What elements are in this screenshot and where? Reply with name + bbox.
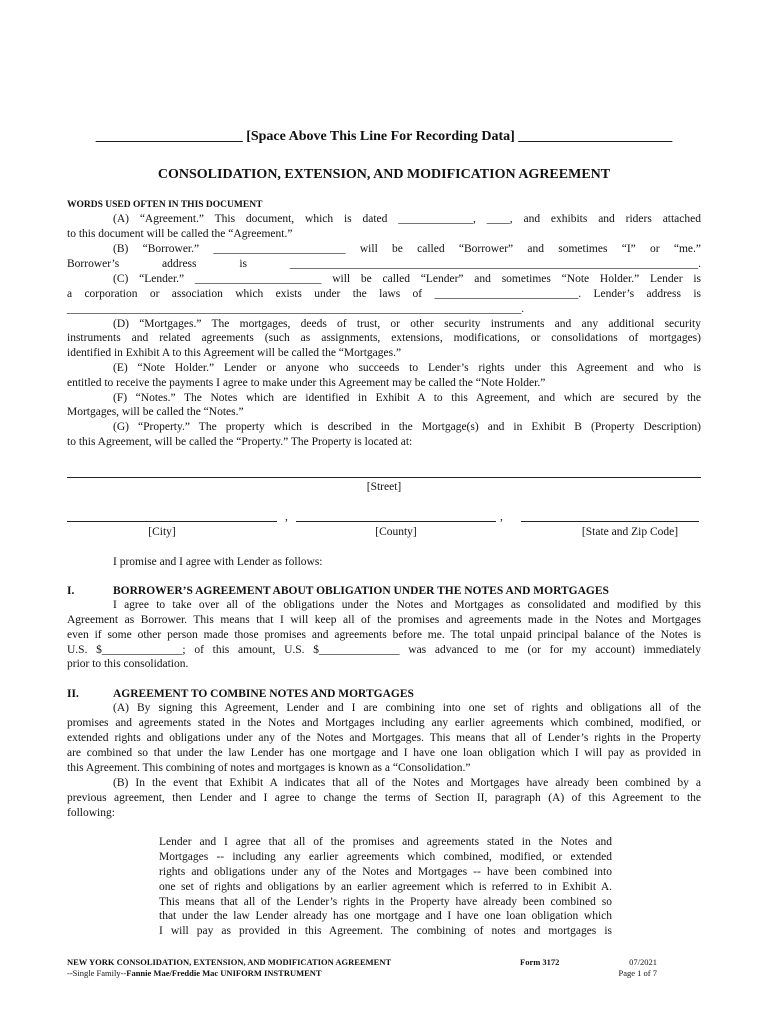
footer-page: Page 1 of 7 <box>618 968 657 978</box>
promise-line: I promise and I agree with Lender as follows: <box>113 556 323 568</box>
def-d-line3: identified in Exhibit A to this Agreement will be called the “Mortgages.” <box>67 347 402 359</box>
section2-a-line3: extended rights and obligations under any of the Notes and Mortgages. This means that all of Lender’s rights in the Property <box>67 732 701 744</box>
def-g-line1: (G) “Property.” The property which is described in the Mortgage(s) and in Exhibit B (Property Description) <box>113 421 701 433</box>
section1-num: I. <box>67 585 75 597</box>
def-f-line2: Mortgages, will be called the “Notes.” <box>67 406 244 418</box>
section2-b-line2: previous agreement, then Lender and I agree to change the terms of Section II, paragraph (A) of this Agreement to the <box>67 792 701 804</box>
def-g-line2: to this Agreement, will be called the “Property.” The Property is located at: <box>67 436 413 448</box>
county-line <box>296 521 496 522</box>
recording-line: _____________________ [Space Above This Line For Recording Data] ______________________ <box>95 129 673 144</box>
city-label: [City] <box>148 526 176 538</box>
quote-line5: This means that all of the Lender’s rights in the Property have already been combined so <box>159 896 612 908</box>
section2-b-line3: following: <box>67 807 115 819</box>
def-e-line1: (E) “Note Holder.” Lender or anyone who succeeds to Lender’s rights under this Agreement and who is <box>113 362 701 374</box>
city-line <box>67 521 277 522</box>
section2-a-line2: promises and agreements stated in the Notes and Mortgages including any earlier agreements which combined, modified, or <box>67 717 701 729</box>
footer-subtitle-prefix: --Single Family-- <box>67 968 127 978</box>
quote-line7: I will pay as provided in this Agreement. The combining of notes and mortgages is <box>159 925 612 937</box>
street-line <box>67 477 701 478</box>
def-c-line2: a corporation or association which exists under the laws of _________________________. Lender’s address is <box>67 288 701 300</box>
county-comma: , <box>500 511 503 523</box>
quote-line3: rights and obligations under any of the Notes and Mortgages -- have been combined into <box>159 866 612 878</box>
section1-line4: U.S. $______________; of this amount, U.S. $______________ was advanced to me (or for my account) immediately <box>67 644 701 656</box>
section1-heading: BORROWER’S AGREEMENT ABOUT OBLIGATION UNDER THE NOTES AND MORTGAGES <box>113 585 609 597</box>
section1-line1: I agree to take over all of the obligations under the Notes and Mortgages as consolidated and modified by this <box>113 599 701 611</box>
street-label: [Street] <box>366 481 402 493</box>
def-a-line2: to this document will be called the “Agreement.” <box>67 228 293 240</box>
section2-num: II. <box>67 688 79 700</box>
document-title: CONSOLIDATION, EXTENSION, AND MODIFICATION AGREEMENT <box>157 167 611 182</box>
footer-form: Form 3172 <box>520 957 560 967</box>
section2-a-line1: (A) By signing this Agreement, Lender and I are combining into one set of rights and obligations all of the <box>113 702 701 714</box>
def-a-line1: (A) “Agreement.” This document, which is dated _____________, ____, and exhibits and riders attached <box>113 213 701 225</box>
quote-line1: Lender and I agree that all of the promises and agreements stated in the Notes and <box>159 836 612 848</box>
words-heading: WORDS USED OFTEN IN THIS DOCUMENT <box>67 200 263 210</box>
quote-line2: Mortgages -- including any earlier agreements which combined, modified, or extended <box>159 851 612 863</box>
section1-line2: Agreement as Borrower. This means that I will keep all of the promises and agreements made in the Notes and Mortgages <box>67 614 701 626</box>
quote-line4: one set of rights and obligations by an earlier agreement which is referred to in Exhibit A. <box>159 881 612 893</box>
section2-a-line4: are combined so that under the law Lender has one mortgage and I have one loan obligation which I will pay as provided in <box>67 747 701 759</box>
def-d-line1: (D) “Mortgages.” The mortgages, deeds of trust, or other security instruments and any additional security <box>113 318 701 330</box>
def-c-line1: (C) “Lender.” ______________________ will be called “Lender” and sometimes “Note Holder.” Lender is <box>113 273 701 285</box>
section1-line3: even if some other person made those promises and agreements before me. The total unpaid principal balance of the Notes is <box>67 629 701 641</box>
def-d-line2: instruments and related agreements (such as assignments, extensions, modifications, or consolidations of mortgages) <box>67 332 701 344</box>
state-line <box>521 521 699 522</box>
quote-line6: that under the law Lender already has one mortgage and I have one loan obligation which <box>159 910 612 922</box>
county-label: [County] <box>375 526 417 538</box>
state-label: [State and Zip Code] <box>581 526 679 538</box>
def-b-line1: (B) “Borrower.” _______________________ will be called “Borrower” and sometimes “I” or “me.” <box>113 243 701 255</box>
city-comma: , <box>285 511 288 523</box>
footer-subtitle-bold: Fannie Mae/Freddie Mac UNIFORM INSTRUMENT <box>126 968 322 978</box>
def-e-line2: entitled to receive the payments I agree to make under this Agreement may be called the “Note Holder.” <box>67 377 546 389</box>
def-b-line2: Borrower’s address is _______________________________________________________________________. <box>67 258 701 270</box>
def-f-line1: (F) “Notes.” The Notes which are identified in Exhibit A to this Agreement, and which are secured by the <box>113 392 701 404</box>
section2-b-line1: (B) In the event that Exhibit A indicates that all of the Notes and Mortgages have already been combined by a <box>113 777 701 789</box>
section2-a-line5: this Agreement. This combining of notes and mortgages is known as a “Consolidation.” <box>67 762 471 774</box>
def-c-line3: _______________________________________________________________________________. <box>67 303 525 315</box>
footer-date: 07/2021 <box>629 957 657 967</box>
section2-heading: AGREEMENT TO COMBINE NOTES AND MORTGAGES <box>113 688 414 700</box>
footer-subtitle <box>67 968 322 979</box>
section1-line5: prior to this consolidation. <box>67 658 189 670</box>
footer-title: NEW YORK CONSOLIDATION, EXTENSION, AND MODIFICATION AGREEMENT <box>67 957 392 967</box>
